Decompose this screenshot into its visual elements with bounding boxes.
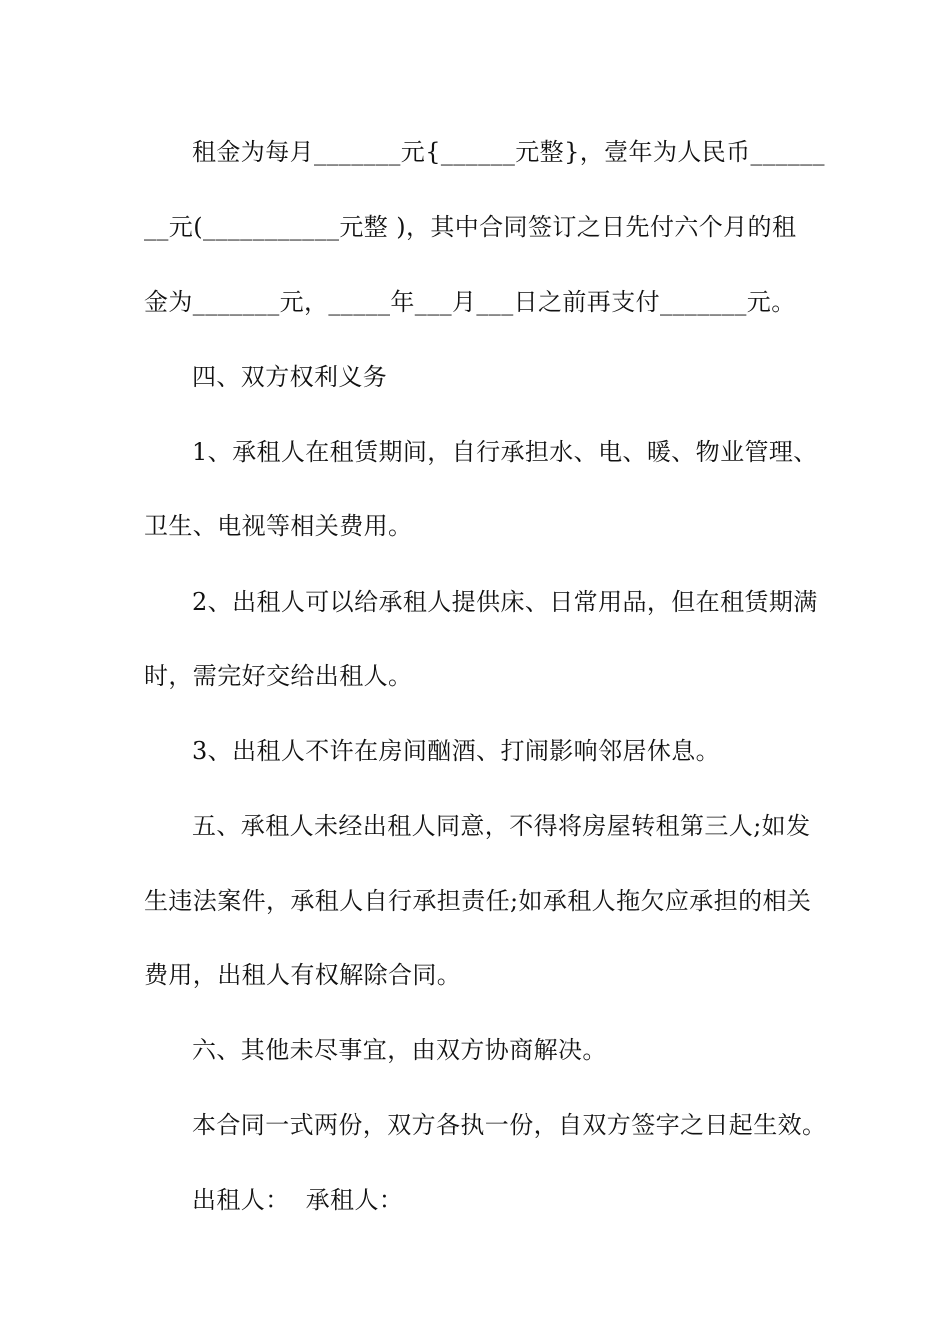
section-five-line-end: 费用，出租人有权解除合同。 <box>144 961 462 989</box>
section-five-line-cont: 生违法案件，承租人自行承担责任;如承租人拖欠应承担的相关 <box>144 887 812 915</box>
section-four-heading: 四、双方权利义务 <box>192 363 388 391</box>
rent-amount-line: 租金为每月_______元{______元整}，壹年为人民币______ <box>192 138 825 166</box>
clause-1-line: 1、承租人在租赁期间，自行承担水、电、暖、物业管理、 <box>192 438 818 466</box>
clause-1-line-cont: 卫生、电视等相关费用。 <box>144 512 413 540</box>
effectiveness-line: 本合同一式两份，双方各执一份，自双方签字之日起生效。 <box>192 1111 827 1139</box>
clause-2-line-cont: 时，需完好交给出租人。 <box>144 662 413 690</box>
clause-3-line: 3、出租人不许在房间酗酒、打闹影响邻居休息。 <box>192 737 721 765</box>
clause-2-line: 2、出租人可以给承租人提供床、日常用品，但在租赁期满 <box>192 588 818 616</box>
section-six-line: 六、其他未尽事宜，由双方协商解决。 <box>192 1036 607 1064</box>
rent-payment-line: 金为_______元，_____年___月___日之前再支付_______元。 <box>144 288 796 316</box>
rent-amount-line-cont: __元(___________元整 )，其中合同签订之日先付六个月的租 <box>144 213 797 241</box>
section-five-line: 五、承租人未经出租人同意，不得将房屋转租第三人;如发 <box>192 812 811 840</box>
signature-line: 出租人： 承租人： <box>192 1186 404 1214</box>
